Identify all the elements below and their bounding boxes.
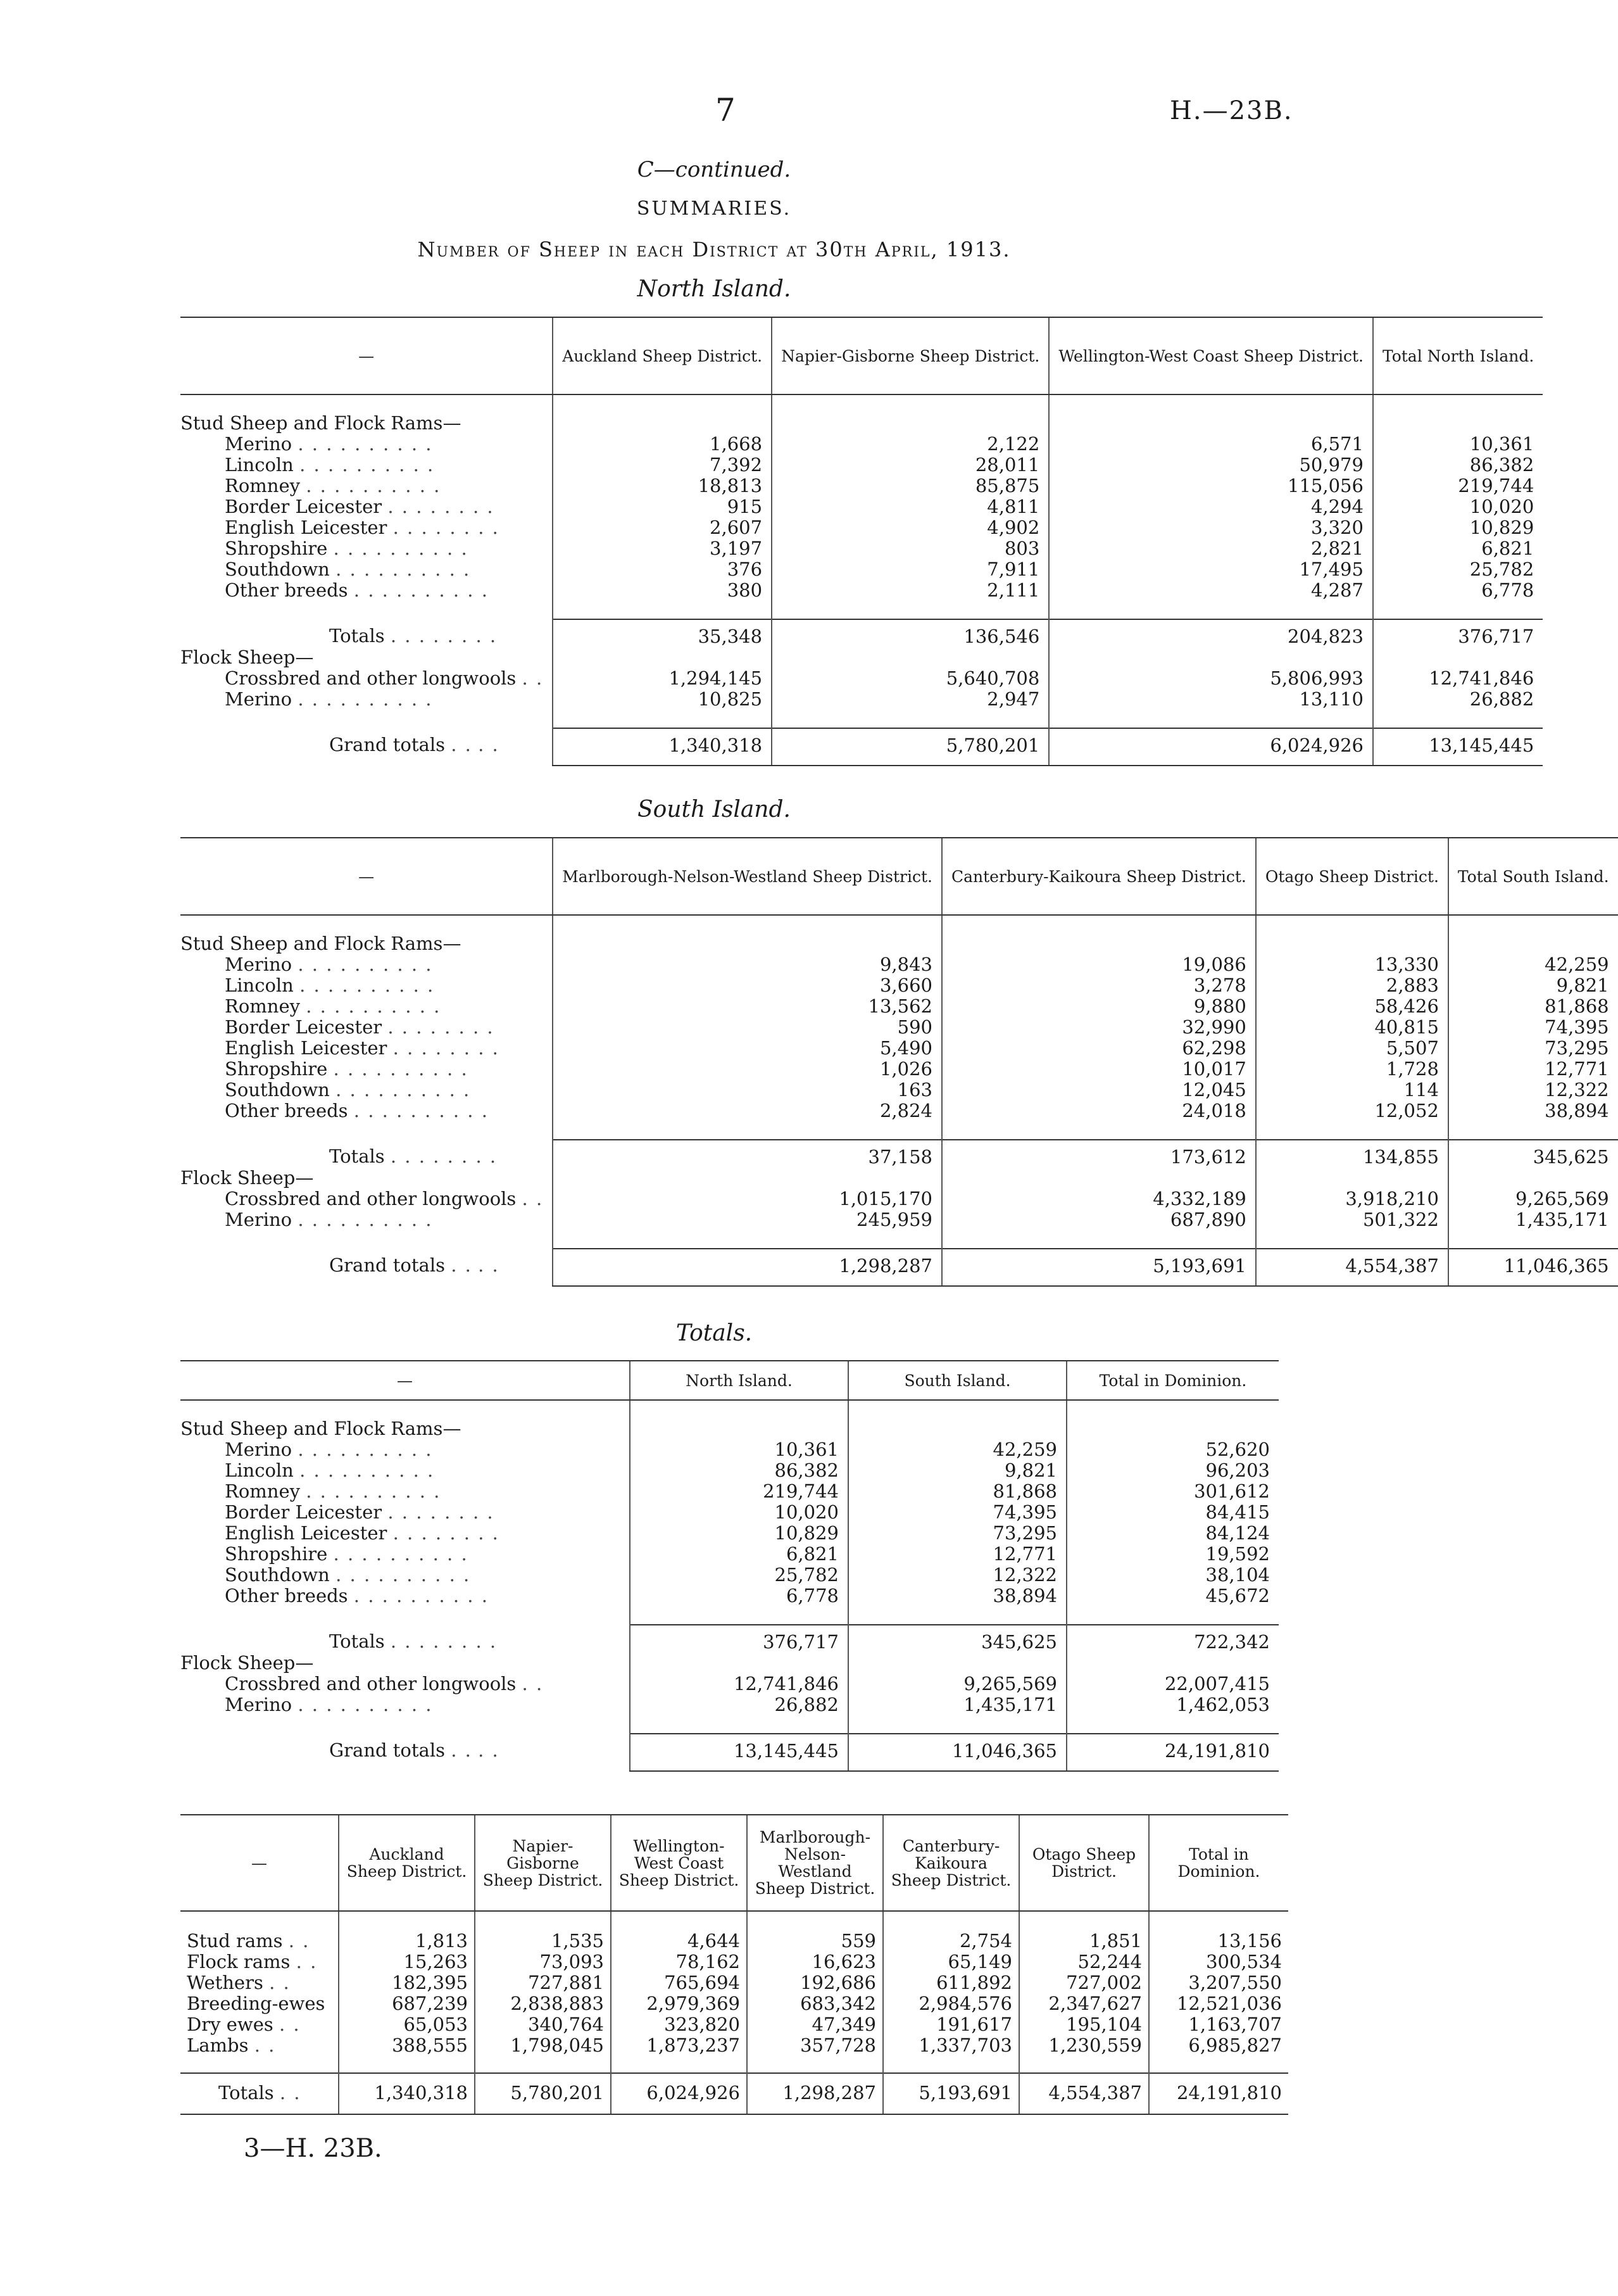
- table-cell: 2,979,369: [611, 1993, 747, 2014]
- table-cell: 727,002: [1019, 1972, 1149, 1993]
- grand-totals-row: Grand totals . . . . 1,340,318 5,780,201 6,024,926 13,145,445: [180, 728, 1543, 766]
- table-row: [180, 1101, 1618, 1121]
- table-title: Number of Sheep in each District at 30th April, 1913.: [417, 237, 1011, 262]
- table-row: [180, 2035, 1288, 2073]
- table-cell: 38,894: [848, 1586, 1067, 1606]
- table-row: [180, 996, 1618, 1017]
- table-row: [180, 476, 1543, 496]
- table-cell: 803: [772, 538, 1049, 559]
- table-cell: 5,507: [1256, 1038, 1448, 1059]
- table-cell: 28,011: [772, 455, 1049, 476]
- table-row: [180, 1952, 1288, 1972]
- table-cell: 12,322: [848, 1565, 1067, 1586]
- table-cell: 86,382: [630, 1460, 848, 1481]
- totals-row: Totals . . 1,340,318 5,780,201 6,024,926 1,298,287 5,193,691 4,554,387 24,191,810: [180, 2073, 1288, 2114]
- row-label: Shropshire . . . . . . . . . .: [225, 1058, 468, 1080]
- row-label: Breeding-ewes: [187, 1993, 325, 2014]
- table-cell: 9,821: [1448, 975, 1618, 996]
- totals-table: [180, 1360, 1279, 1772]
- table-cell: 10,361: [1373, 434, 1543, 455]
- row-label: Dry ewes . .: [187, 2014, 301, 2035]
- table-cell: 2,821: [1049, 538, 1373, 559]
- north-island-heading: North Island.: [637, 276, 791, 302]
- table-cell: 9,880: [942, 996, 1256, 1017]
- table-cell: 4,644: [611, 1911, 747, 1952]
- south-island-heading: South Island.: [637, 797, 791, 823]
- table-cell: 683,342: [747, 1993, 883, 2014]
- column-header: North Island.: [630, 1361, 848, 1400]
- table-cell: 10,020: [630, 1502, 848, 1523]
- table-cell: 388,555: [339, 2035, 475, 2073]
- table-row: [180, 580, 1543, 601]
- table-row: [180, 975, 1618, 996]
- table-cell: 19,086: [942, 954, 1256, 975]
- table-cell: 1,813: [339, 1911, 475, 1952]
- table-cell: 323,820: [611, 2014, 747, 2035]
- table-cell: 191,617: [883, 2014, 1019, 2035]
- table-row: [180, 1460, 1279, 1481]
- row-label: Stud rams . .: [187, 1930, 310, 1952]
- table-cell: 6,571: [1049, 434, 1373, 455]
- table-cell: 4,902: [772, 517, 1049, 538]
- table-cell: 45,672: [1067, 1586, 1279, 1606]
- table-cell: 1,668: [553, 434, 772, 455]
- table-row: Crossbred and other longwools . . 1,294,145 5,640,708 5,806,993 12,741,846: [180, 668, 1543, 689]
- table-cell: 163: [553, 1080, 942, 1101]
- summaries-heading: SUMMARIES.: [636, 198, 792, 220]
- table-cell: 1,873,237: [611, 2035, 747, 2073]
- column-header: South Island.: [848, 1361, 1067, 1400]
- table-cell: 3,278: [942, 975, 1256, 996]
- table-cell: 74,395: [848, 1502, 1067, 1523]
- table-row: Crossbred and other longwools . . 12,741,846 9,265,569 22,007,415: [180, 1674, 1279, 1694]
- table-cell: 6,985,827: [1149, 2035, 1288, 2073]
- table-row: Crossbred and other longwools . . 1,015,170 4,332,189 3,918,210 9,265,569: [180, 1189, 1618, 1209]
- table-cell: 58,426: [1256, 996, 1448, 1017]
- row-label: English Leicester . . . . . . . .: [225, 1522, 499, 1544]
- table-cell: 47,349: [747, 2014, 883, 2035]
- row-label: Border Leicester . . . . . . . .: [225, 1016, 494, 1038]
- table-cell: 74,395: [1448, 1017, 1618, 1038]
- table-cell: 380: [553, 580, 772, 601]
- table-cell: 7,392: [553, 455, 772, 476]
- row-label: Southdown . . . . . . . . . .: [225, 1564, 471, 1586]
- table-cell: 38,104: [1067, 1565, 1279, 1586]
- table-cell: 12,521,036: [1149, 1993, 1288, 2014]
- table-cell: 25,782: [1373, 559, 1543, 580]
- table-cell: 765,694: [611, 1972, 747, 1993]
- table-cell: 2,111: [772, 580, 1049, 601]
- table-cell: 6,778: [630, 1586, 848, 1606]
- table-row: [180, 1439, 1279, 1460]
- table-cell: 9,821: [848, 1460, 1067, 1481]
- table-cell: 559: [747, 1911, 883, 1952]
- table-cell: 4,287: [1049, 580, 1373, 601]
- table-cell: 2,824: [553, 1101, 942, 1121]
- row-label: Border Leicester . . . . . . . .: [225, 496, 494, 517]
- table-cell: 50,979: [1049, 455, 1373, 476]
- row-label: Merino . . . . . . . . . .: [225, 433, 433, 455]
- table-cell: 1,851: [1019, 1911, 1149, 1952]
- table-row: [180, 1059, 1618, 1080]
- table-header-row: — North Island. South Island. Total in Dominion.: [180, 1361, 1279, 1400]
- column-header: Total South Island.: [1448, 838, 1618, 915]
- table-cell: 10,829: [1373, 517, 1543, 538]
- table-cell: 590: [553, 1017, 942, 1038]
- table-cell: 2,838,883: [475, 1993, 611, 2014]
- table-cell: 62,298: [942, 1038, 1256, 1059]
- row-label: Merino . . . . . . . . . .: [225, 954, 433, 975]
- table-header-row: — Auckland Sheep District. Napier-Gisborne Sheep District. Wellington-West Coast Sheep District. Marlborough-Nelson-Westland Sheep District. Canterbury-Kaikoura Sheep District. Otago Sheep District. Total in Dominion.: [180, 1815, 1288, 1911]
- table-cell: 25,782: [630, 1565, 848, 1586]
- table-cell: 12,771: [1448, 1059, 1618, 1080]
- table-cell: 84,415: [1067, 1502, 1279, 1523]
- table-header-row: [180, 317, 1543, 394]
- table-row: [180, 954, 1618, 975]
- totals-row: Totals . . . . . . . . 35,348 136,546 204,823 376,717: [180, 619, 1543, 647]
- table-row: [180, 1080, 1618, 1101]
- row-label: Southdown . . . . . . . . . .: [225, 1079, 471, 1101]
- row-label: Lincoln . . . . . . . . . .: [225, 454, 435, 476]
- row-label: Merino . . . . . . . . . .: [225, 1439, 433, 1460]
- section-row: Flock Sheep—: [180, 1168, 1618, 1189]
- table-row: [180, 538, 1543, 559]
- table-cell: 300,534: [1149, 1952, 1288, 1972]
- column-header: Napier-Gisborne Sheep District.: [772, 317, 1049, 394]
- table-row: [180, 1586, 1279, 1606]
- table-cell: 2,883: [1256, 975, 1448, 996]
- table-row: [180, 434, 1543, 455]
- table-cell: 24,018: [942, 1101, 1256, 1121]
- table-row: [180, 455, 1543, 476]
- table-cell: 3,320: [1049, 517, 1373, 538]
- table-cell: 6,778: [1373, 580, 1543, 601]
- sheep-class-table: [180, 1814, 1288, 2115]
- row-label: Flock rams . .: [187, 1951, 318, 1972]
- row-label: English Leicester . . . . . . . .: [225, 517, 499, 538]
- table-row: Merino . . . . . . . . . . 245,959 687,890 501,322 1,435,171: [180, 1209, 1618, 1230]
- table-row: [180, 1038, 1618, 1059]
- table-cell: 219,744: [1373, 476, 1543, 496]
- column-header: Canterbury-Kaikoura Sheep District.: [883, 1815, 1019, 1911]
- table-cell: 915: [553, 496, 772, 517]
- column-header: Wellington-West Coast Sheep District.: [1049, 317, 1373, 394]
- south-island-table: [180, 837, 1618, 1287]
- table-cell: 38,894: [1448, 1101, 1618, 1121]
- table-cell: 4,811: [772, 496, 1049, 517]
- table-cell: 52,620: [1067, 1439, 1279, 1460]
- table-cell: 40,815: [1256, 1017, 1448, 1038]
- stub-header: —: [180, 317, 553, 394]
- table-cell: 357,728: [747, 2035, 883, 2073]
- table-cell: 6,821: [630, 1544, 848, 1565]
- column-header: Marlborough-Nelson-Westland Sheep District.: [553, 838, 942, 915]
- table-cell: 73,295: [1448, 1038, 1618, 1059]
- table-cell: 18,813: [553, 476, 772, 496]
- table-cell: 1,026: [553, 1059, 942, 1080]
- column-header: Napier-Gisborne Sheep District.: [475, 1815, 611, 1911]
- column-header: Marlborough-Nelson-Westland Sheep District.: [747, 1815, 883, 1911]
- table-cell: 340,764: [475, 2014, 611, 2035]
- table-cell: 42,259: [848, 1439, 1067, 1460]
- row-label: English Leicester . . . . . . . .: [225, 1037, 499, 1059]
- table-cell: 12,052: [1256, 1101, 1448, 1121]
- table-cell: 73,093: [475, 1952, 611, 1972]
- row-label: Lincoln . . . . . . . . . .: [225, 1460, 435, 1481]
- table-cell: 10,361: [630, 1439, 848, 1460]
- section-label: Stud Sheep and Flock Rams—: [180, 412, 461, 434]
- table-header-row: — Marlborough-Nelson-Westland Sheep District. Canterbury-Kaikoura Sheep District. Otago Sheep District. Total South Island.: [180, 838, 1618, 915]
- table-row: Merino . . . . . . . . . . 10,825 2,947 13,110 26,882: [180, 689, 1543, 710]
- table-cell: 13,330: [1256, 954, 1448, 975]
- table-cell: 195,104: [1019, 2014, 1149, 2035]
- table-cell: 1,163,707: [1149, 2014, 1288, 2035]
- table-cell: 10,020: [1373, 496, 1543, 517]
- table-cell: 9,843: [553, 954, 942, 975]
- totals-heading: Totals.: [675, 1320, 753, 1346]
- table-cell: 52,244: [1019, 1952, 1149, 1972]
- table-cell: 19,592: [1067, 1544, 1279, 1565]
- row-label: Other breeds . . . . . . . . . .: [225, 1585, 489, 1606]
- column-header: Otago Sheep District.: [1256, 838, 1448, 915]
- footer-signature: 3—H. 23B.: [244, 2134, 382, 2163]
- table-row: [180, 1911, 1288, 1952]
- table-cell: 65,149: [883, 1952, 1019, 1972]
- column-header: Auckland Sheep District.: [339, 1815, 475, 1911]
- table-row: [180, 1502, 1279, 1523]
- table-cell: 115,056: [1049, 476, 1373, 496]
- table-cell: 13,562: [553, 996, 942, 1017]
- table-cell: 182,395: [339, 1972, 475, 1993]
- column-header: Wellington-West Coast Sheep District.: [611, 1815, 747, 1911]
- table-row: [180, 1523, 1279, 1544]
- table-cell: 4,294: [1049, 496, 1373, 517]
- table-row: [180, 1481, 1279, 1502]
- table-cell: 5,490: [553, 1038, 942, 1059]
- table-cell: 376: [553, 559, 772, 580]
- table-cell: 2,122: [772, 434, 1049, 455]
- totals-row: Totals . . . . . . . . 37,158 173,612 134,855 345,625: [180, 1140, 1618, 1168]
- section-row: Flock Sheep—: [180, 647, 1543, 668]
- table-row: [180, 1017, 1618, 1038]
- table-cell: 65,053: [339, 2014, 475, 2035]
- table-cell: 96,203: [1067, 1460, 1279, 1481]
- table-row: [180, 559, 1543, 580]
- row-label: Border Leicester . . . . . . . .: [225, 1501, 494, 1523]
- north-island-table: [180, 317, 1543, 766]
- table-cell: 15,263: [339, 1952, 475, 1972]
- table-cell: 301,612: [1067, 1481, 1279, 1502]
- column-header: Total North Island.: [1373, 317, 1543, 394]
- row-label: Romney . . . . . . . . . .: [225, 995, 441, 1017]
- table-cell: 192,686: [747, 1972, 883, 1993]
- table-cell: 1,535: [475, 1911, 611, 1952]
- grand-totals-row: Grand totals . . . . 1,298,287 5,193,691 4,554,387 11,046,365: [180, 1249, 1618, 1286]
- table-cell: 2,347,627: [1019, 1993, 1149, 2014]
- totals-row: Totals . . . . . . . . 376,717 345,625 722,342: [180, 1625, 1279, 1653]
- table-cell: 1,230,559: [1019, 2035, 1149, 2073]
- row-label: Shropshire . . . . . . . . . .: [225, 1543, 468, 1565]
- table-row: [180, 1972, 1288, 1993]
- table-row: [180, 1565, 1279, 1586]
- table-cell: 10,017: [942, 1059, 1256, 1080]
- table-cell: 42,259: [1448, 954, 1618, 975]
- table-cell: 12,045: [942, 1080, 1256, 1101]
- table-row: Merino . . . . . . . . . . 26,882 1,435,171 1,462,053: [180, 1694, 1279, 1715]
- column-header: Auckland Sheep District.: [553, 317, 772, 394]
- grand-totals-row: Grand totals . . . . 13,145,445 11,046,365 24,191,810: [180, 1734, 1279, 1771]
- table-cell: 727,881: [475, 1972, 611, 1993]
- table-cell: 219,744: [630, 1481, 848, 1502]
- row-label: Shropshire . . . . . . . . . .: [225, 538, 468, 559]
- row-label: Other breeds . . . . . . . . . .: [225, 579, 489, 601]
- table-cell: 2,754: [883, 1911, 1019, 1952]
- row-label: Romney . . . . . . . . . .: [225, 475, 441, 496]
- table-cell: 2,984,576: [883, 1993, 1019, 2014]
- table-cell: 32,990: [942, 1017, 1256, 1038]
- row-label: Wethers . .: [187, 1972, 291, 1993]
- page-number: 7: [715, 92, 736, 129]
- row-label: Romney . . . . . . . . . .: [225, 1480, 441, 1502]
- table-cell: 3,207,550: [1149, 1972, 1288, 1993]
- table-cell: 16,623: [747, 1952, 883, 1972]
- table-cell: 13,156: [1149, 1911, 1288, 1952]
- table-row: [180, 496, 1543, 517]
- table-row: [180, 1544, 1279, 1565]
- table-cell: 12,771: [848, 1544, 1067, 1565]
- table-cell: 86,382: [1373, 455, 1543, 476]
- table-cell: 1,337,703: [883, 2035, 1019, 2073]
- section-row: Stud Sheep and Flock Rams—: [180, 933, 1618, 954]
- table-cell: 17,495: [1049, 559, 1373, 580]
- table-cell: 6,821: [1373, 538, 1543, 559]
- column-header: Total in Dominion.: [1067, 1361, 1279, 1400]
- table-cell: 687,239: [339, 1993, 475, 2014]
- table-cell: 611,892: [883, 1972, 1019, 1993]
- table-cell: 1,798,045: [475, 2035, 611, 2073]
- table-row: [180, 1993, 1288, 2014]
- column-header: Otago Sheep District.: [1019, 1815, 1149, 1911]
- table-cell: 10,829: [630, 1523, 848, 1544]
- table-cell: 1,728: [1256, 1059, 1448, 1080]
- section-row: Flock Sheep—: [180, 1653, 1279, 1674]
- table-cell: 2,607: [553, 517, 772, 538]
- table-row: [180, 517, 1543, 538]
- row-label: Other breeds . . . . . . . . . .: [225, 1100, 489, 1121]
- row-label: Southdown . . . . . . . . . .: [225, 558, 471, 580]
- table-cell: 7,911: [772, 559, 1049, 580]
- table-cell: 3,660: [553, 975, 942, 996]
- row-label: Lambs . .: [187, 2034, 276, 2056]
- section-row: Stud Sheep and Flock Rams—: [180, 1418, 1279, 1439]
- column-header: Total in Dominion.: [1149, 1815, 1288, 1911]
- continued-heading: C—continued.: [637, 157, 791, 182]
- section-row: [180, 413, 1543, 434]
- table-cell: 78,162: [611, 1952, 747, 1972]
- table-cell: 85,875: [772, 476, 1049, 496]
- row-label: Lincoln . . . . . . . . . .: [225, 975, 435, 996]
- table-cell: 81,868: [1448, 996, 1618, 1017]
- table-cell: 84,124: [1067, 1523, 1279, 1544]
- table-row: [180, 2014, 1288, 2035]
- column-header: Canterbury-Kaikoura Sheep District.: [942, 838, 1256, 915]
- table-cell: 12,322: [1448, 1080, 1618, 1101]
- document-reference: H.—23B.: [1170, 96, 1293, 125]
- table-cell: 114: [1256, 1080, 1448, 1101]
- table-cell: 3,197: [553, 538, 772, 559]
- table-cell: 73,295: [848, 1523, 1067, 1544]
- table-cell: 81,868: [848, 1481, 1067, 1502]
